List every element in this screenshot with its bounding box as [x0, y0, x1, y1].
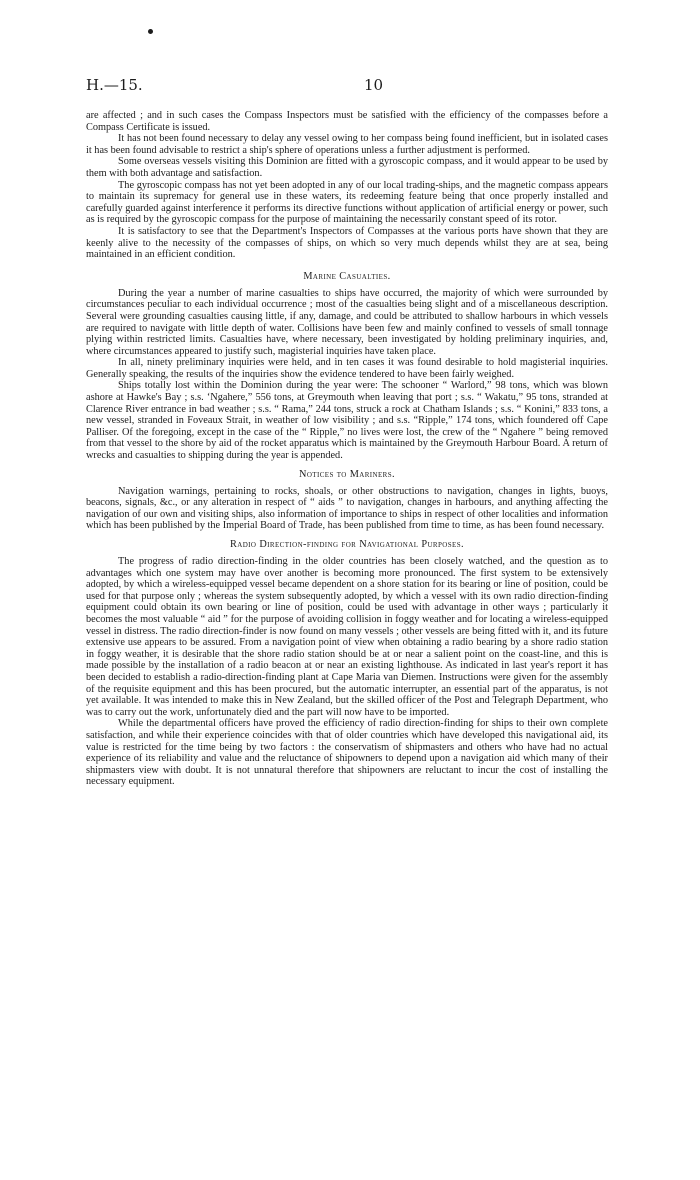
paragraph: Some overseas vessels visiting this Dominion are fitted with a gyroscopic compass, and it would appear to be used by them with both advantage and satisfaction.	[86, 156, 608, 179]
paragraph: In all, ninety preliminary inquiries were held, and in ten cases it was found desirable to hold magisterial inquiries. Generally speaking, the results of the inquiries show the evidence tendered to have been fairly weighed.	[86, 357, 608, 380]
section-compasses	[86, 110, 608, 261]
paragraph: It is satisfactory to see that the Department's Inspectors of Compasses at the various ports have shown that they are keenly alive to the necessity of the compasses of ships, on which so very much depends whilst they are at sea, being maintained in an efficient condition.	[86, 225, 608, 261]
section-heading-marine-casualties: Marine Casualties.	[303, 270, 391, 282]
paragraph: Navigation warnings, pertaining to rocks, shoals, or other obstructions to navigation, changes in lights, buoys, beacons, signals, &c., or any alteration in respect of “ aids ” to navigation, changes in harbours, and anything affecting the navigation of our own and visiting ships, also information of importance to ships in respect of other localities and information which has been published by the Imperial Board of Trade, has been published from time to time, as has been found necessary.	[86, 485, 608, 532]
paragraph: It has not been found necessary to delay any vessel owing to her compass being found inefficient, but in isolated cases it has been found advisable to restrict a ship's sphere of operations unless a further adjustment is performed.	[86, 133, 608, 156]
section-radio-direction-finding	[86, 556, 608, 788]
document-reference: H.—15.	[86, 76, 143, 94]
paragraph: During the year a number of marine casualties to ships have occurred, the majority of which were surrounded by circumstances peculiar to each individual occurrence ; most of the casualties being slight and of a miscellaneous description. Several were grounding casualties causing little, if any, damage, and could be attributed to shallow harbours in which vessels are required to navigate with little depth of water. Collisions have been few and mainly confined to vessels of small tonnage plying within restricted limits. Casualties have, where necessary, been investigated by holding preliminary inquiries, and, where circumstances appeared to justify such, magisterial inquiries have taken place.	[86, 287, 608, 357]
section-marine-casualties	[86, 288, 608, 462]
paragraph: are affected ; and in such cases the Compass Inspectors must be satisfied with the efficiency of the compasses before a Compass Certificate is issued.	[86, 110, 608, 133]
paragraph: Ships totally lost within the Dominion during the year were: The schooner “ Warlord,” 98 tons, which was blown ashore at Hawke's Bay ; s.s. ‘Ngahere,” 556 tons, at Greymouth when leaving that port ; s.s. “ Wakatu,” 95 tons, stranded at Clarence River entrance in bad weather ; s.s. “ Rama,” 244 tons, struck a rock at Chatham Islands ; s.s. “ Konini,” 833 tons, a new vessel, stranded in Foveaux Strait, in weather of low visibility ; and s.s. “Ripple,” 174 tons, which foundered off Cape Palliser. Of the foregoing, except in the case of the “ Ripple,” no lives were lost, the crew of the “ Ngahere ” being removed from that vessel to the shore by aid of the rocket apparatus which is maintained by the Greymouth Harbour Board. A return of wrecks and casualties to shipping during the year is appended.	[86, 380, 608, 462]
paragraph: While the departmental officers have proved the efficiency of radio direction-finding for ships to their own complete satisfaction, and while their experience coincides with that of older countries which have developed this navigational aid, its value is restricted for the time being by two factors : the conservatism of shipmasters and others who have had no actual experience of its reliability and value and the reluctance of shipowners to depend upon a navigation aid which many of their shipmasters view with doubt. It is not unnatural therefore that shipowners are reluctant to incur the cost of installing the necessary equipment.	[86, 718, 608, 788]
page-number: 10	[364, 76, 384, 94]
paragraph: The gyroscopic compass has not yet been adopted in any of our local trading-ships, and the magnetic compass appears to maintain its supremacy for general use in these waters, its redeeming feature being that once properly installed and carefully guarded against interference it performs its directive functions without application of artificial energy or power, such as is required by the gyroscopic compass for the purpose of maintaining the necessarily constant speed of its rotor.	[86, 179, 608, 226]
section-notices-to-mariners	[86, 486, 608, 532]
section-heading-notices-to-mariners: Notices to Mariners.	[299, 468, 395, 480]
page-header	[86, 76, 616, 100]
section-heading-radio-direction-finding: Radio Direction-finding for Navigational Purposes.	[230, 539, 464, 550]
page-mark	[148, 29, 153, 34]
paragraph: The progress of radio direction-finding in the older countries has been closely watched, and the question as to advantages which one system may have over another is becoming more pronounced. The first system to be extensively adopted, by which a wireless-equipped vessel became dependent on a shore station for its bearing or line of position, could be used for that purpose only ; whereas the system subsequently adopted, by which a vessel with its own radio direction-finding equipment could obtain its own bearing or line of position, could be used with advantage in other ways ; particularly it becomes the most valuable “ aid ” for the purpose of avoiding collision in foggy weather and for locating a wireless-equipped vessel in distress. The radio direction-finder is now found on many vessels ; other vessels are being fitted with it, and its future extensive use appears to be assured. From a navigation point of view when obtaining a radio bearing by a shore radio station in foggy weather, it is desirable that the shore radio station should be at or near a salient point on the coast-line, and this is made possible by the installation of a radio beacon at or near an existing lighthouse. As indicated in last year's report it has been decided to establish a radio-direction-finding plant at Cape Maria van Diemen. Instructions were given for the assembly of the requisite equipment and this has been procured, but the automatic interrupter, an essential part of the apparatus, is not yet available. It was intended to make this in New Zealand, but the skilled officer of the Post and Telegraph Department, who was to carry out the work, unfortunately died and the part will now have to be imported.	[86, 556, 608, 718]
page-body	[86, 110, 608, 788]
